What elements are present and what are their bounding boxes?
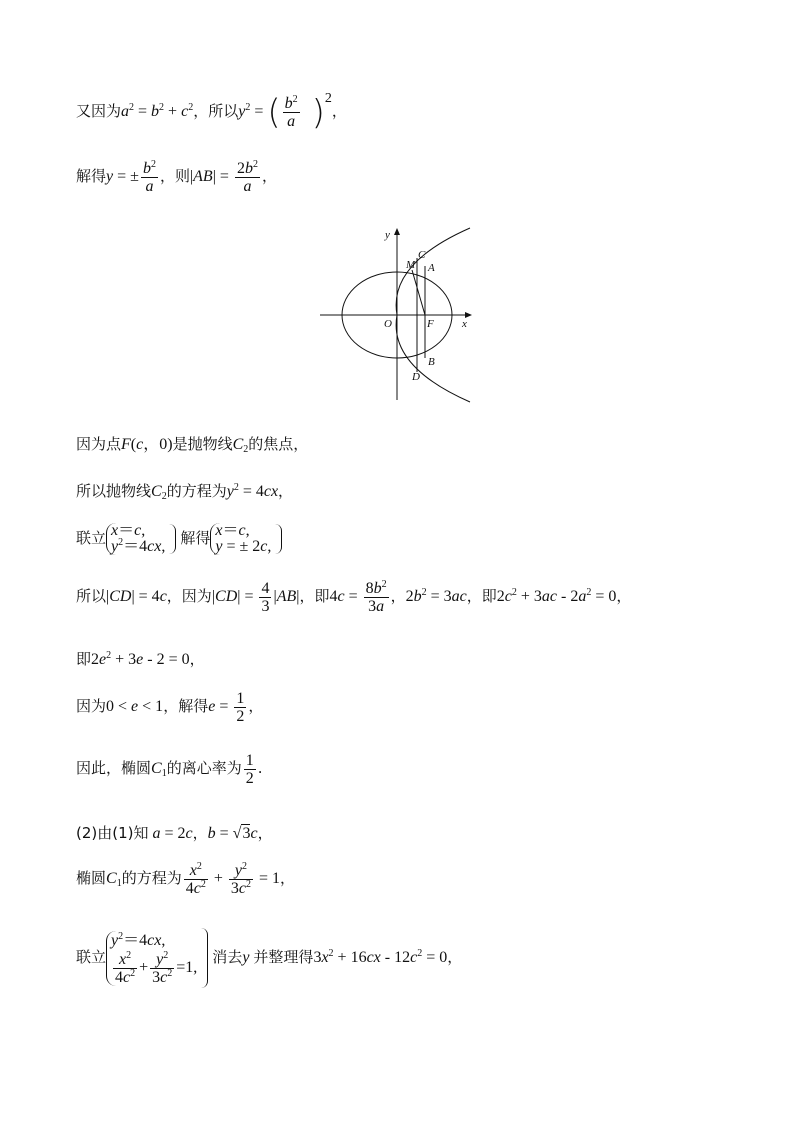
text-segment: ， [390, 587, 406, 606]
text-segment: 的方程为 [166, 482, 227, 500]
axis-label-y: y [385, 229, 390, 241]
math-expression: $3x^2 + 16cx - 12c^2 = 0$ [313, 948, 448, 966]
text-segment: 是抛物线 [172, 435, 233, 453]
text-segment: 因此，椭圆 [76, 759, 152, 778]
math-expression: $C_2$ [232, 436, 249, 455]
math-expression: $a^2 = b^2 + c^2$ [121, 102, 194, 121]
y-axis-arrow [394, 228, 400, 235]
math-expression: $2e^2 + 3e - 2 = 0$ [91, 650, 190, 668]
text-segment: ， [192, 824, 208, 842]
text-segment: ， [257, 824, 273, 842]
text-segment: 解得 [76, 167, 107, 186]
text-segment: ，即 [299, 587, 330, 606]
text-segment: ，因为 [166, 587, 212, 606]
equation-system-1: x＝c, $y^2=4cx$, [106, 523, 165, 555]
text-segment: ， [447, 948, 463, 966]
math-expression: $C_1$ [106, 870, 122, 890]
line-11 [76, 862, 295, 897]
text-segment: 因为点 [76, 435, 122, 453]
math-expression: $\frac{1}{2}$ [245, 752, 254, 787]
text-segment: ， [279, 869, 295, 888]
text-segment: 联立 [76, 529, 107, 547]
text-segment: ， [189, 650, 205, 668]
math-expression: |CD| = $\frac{4}{3}$ |AB| [211, 580, 300, 615]
ellipse-parabola-figure [318, 224, 476, 404]
point-label-a: A [428, 262, 435, 274]
line-6 [76, 580, 631, 615]
point-label-c: C [418, 249, 426, 261]
axis-label-x: x [462, 318, 467, 330]
math-expression: $C_1$ [151, 760, 167, 780]
text-segment: ， [278, 482, 294, 500]
text-segment: ， [616, 587, 632, 606]
text-segment: ，则 [159, 167, 190, 186]
text-segment: ， [261, 167, 277, 186]
math-expression: y [242, 949, 250, 966]
text-segment: (2)由(1)知 [76, 824, 149, 842]
math-expression: 0 < e < 1 [106, 698, 164, 716]
point-label-b: B [428, 356, 435, 368]
point-label-m: M [406, 259, 416, 271]
text-segment: . [257, 759, 263, 778]
math-expression: $2c^2 + 3ac - 2a^2 = 0$ [496, 587, 617, 606]
line-10 [76, 822, 273, 843]
text-segment: ，解得 [163, 697, 209, 716]
text-segment: ，即 [466, 587, 497, 606]
math-expression: $y^2$ = ( $\frac{b^2}{a}$ )$^2$ [238, 91, 332, 133]
system-brace-right [275, 524, 282, 554]
text-segment: 又因为 [76, 102, 122, 121]
text-segment: ， [248, 697, 264, 716]
math-expression: $C_2$ [151, 483, 167, 502]
text-segment: 联立 [76, 948, 107, 966]
math-expression: $2b^2 = 3ac$ [405, 587, 467, 606]
math-expression: 4c = $\frac{8b^2}{3a}$ [329, 579, 387, 615]
equation-system-2: x＝c, y = ± 2c, [210, 523, 271, 555]
line-7 [76, 648, 205, 669]
line-9 [76, 752, 262, 787]
text-segment: 并整理得 [253, 948, 314, 966]
text-segment: 的焦点， [248, 435, 309, 453]
text-segment: 即 [76, 650, 92, 668]
text-segment: 所以 [76, 587, 107, 606]
math-expression: b = √3c [207, 825, 258, 842]
text-segment: 消去 [212, 948, 243, 966]
system-brace-right [169, 524, 176, 554]
math-expression: $y^2 = 4cx$ [226, 482, 279, 500]
text-segment: 所以抛物线 [76, 482, 152, 500]
text-segment: 因为 [76, 697, 107, 716]
line-8 [76, 690, 263, 725]
text-segment: 椭圆 [76, 869, 107, 888]
text-segment: 解得 [180, 529, 211, 547]
text-segment: ， [331, 102, 347, 121]
math-expression: y = ± $\frac{b^2}{a}$ [106, 159, 156, 195]
math-expression: $\frac{x^2}{4c^2}$ + $\frac{y^2}{3c^2}$ = 1 [185, 861, 280, 897]
text-segment: 的离心率为 [166, 759, 242, 778]
line-2 [76, 160, 277, 195]
equation-system-3: $y^2=4cx$, $\frac{x^2}{4c^2}$ + $\frac{y^2}{3c^2}$ =1, [106, 931, 197, 986]
math-expression: a = 2c [152, 825, 193, 842]
text-segment: 的方程为 [121, 869, 182, 888]
line-1 [76, 91, 347, 133]
math-expression: |CD| = 4c [106, 588, 167, 606]
point-label-d: D [412, 371, 420, 383]
line-12 [76, 928, 462, 988]
math-expression: F(c，0) [121, 436, 173, 453]
line-3 [76, 431, 308, 454]
line-5 [76, 523, 286, 555]
system-brace-right [201, 928, 208, 988]
text-segment: ，所以 [193, 102, 239, 121]
math-expression: e = $\frac{1}{2}$ [208, 690, 245, 725]
line-4 [76, 480, 293, 501]
math-expression: |AB| = $\frac{2b^2}{a}$ [189, 159, 258, 195]
point-label-f: F [427, 318, 434, 330]
point-label-o: O [384, 318, 392, 330]
